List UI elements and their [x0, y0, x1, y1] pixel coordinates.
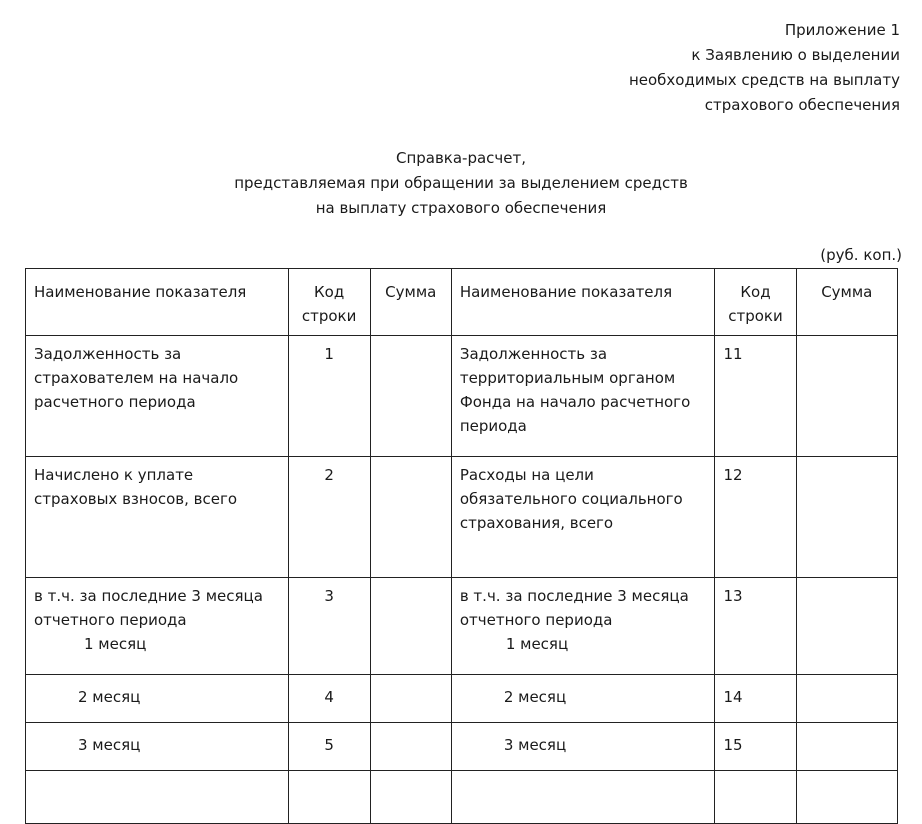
row-sum-left[interactable]	[370, 723, 451, 771]
row-sum-right[interactable]	[796, 675, 897, 723]
row-code-left: 4	[288, 675, 370, 723]
header-code-right	[715, 269, 796, 336]
header-code-left-line2: строки	[301, 307, 357, 325]
row-sub-right: 1 месяц	[505, 635, 569, 653]
row-sum-left[interactable]	[370, 336, 451, 457]
header-name-right: Наименование показателя	[451, 269, 715, 336]
title-line: на выплату страхового обеспечения	[315, 199, 607, 217]
row-sum-right[interactable]	[796, 771, 897, 824]
header-code-left-line1: Код	[314, 283, 345, 301]
table-row	[26, 675, 898, 723]
row-name-left	[26, 771, 289, 824]
row-name-right	[451, 771, 715, 824]
row-code-right: 11	[715, 336, 796, 457]
row-name-right: 2 месяц	[451, 675, 715, 723]
header-sum-right: Сумма	[796, 269, 897, 336]
row-sum-left[interactable]	[370, 675, 451, 723]
table-row-partial	[26, 771, 898, 824]
title-line: представляемая при обращении за выделением средств	[234, 174, 688, 192]
row-sum-right[interactable]	[796, 336, 897, 457]
header-sum-left: Сумма	[370, 269, 451, 336]
row-name-right: 3 месяц	[451, 723, 715, 771]
row-name-right: в т.ч. за последние 3 месяца отчетного периода	[459, 587, 689, 629]
row-code-left: 3	[288, 578, 370, 675]
table-header-row	[26, 269, 898, 336]
row-code-right: 12	[715, 457, 796, 578]
row-code-left: 5	[288, 723, 370, 771]
row-sum-left[interactable]	[370, 771, 451, 824]
row-sum-left[interactable]	[370, 457, 451, 578]
row-sum-right[interactable]	[796, 457, 897, 578]
row-code-right: 15	[715, 723, 796, 771]
row-name-left: 2 месяц	[26, 675, 289, 723]
row-sum-right[interactable]	[796, 723, 897, 771]
row-sum-left[interactable]	[370, 578, 451, 675]
appendix-line: необходимых средств на выплату	[628, 71, 900, 89]
row-name-left: Начислено к уплате страховых взносов, всего	[26, 457, 289, 578]
units-note: (руб. коп.)	[820, 246, 902, 264]
row-name-right: Задолженность за территориальным органом Фонда на начало расчетного периода	[451, 336, 715, 457]
appendix-line: к Заявлению о выделении	[691, 46, 900, 64]
row-code-right: 13	[715, 578, 796, 675]
row-sub-left: 1 месяц	[84, 635, 147, 653]
calculation-table	[25, 268, 898, 824]
header-code-left	[288, 269, 370, 336]
row-name-left: Задолженность за страхователем на начало расчетного периода	[26, 336, 289, 457]
header-code-right-line1: Код	[740, 283, 771, 301]
row-code-left: 1	[288, 336, 370, 457]
row-code-left: 2	[288, 457, 370, 578]
header-code-right-line2: строки	[728, 307, 783, 325]
table-row	[26, 457, 898, 578]
title-line: Справка-расчет,	[395, 149, 527, 167]
table-row	[26, 723, 898, 771]
row-sum-right[interactable]	[796, 578, 897, 675]
table-row	[26, 336, 898, 457]
appendix-line: страхового обеспечения	[704, 96, 900, 114]
row-code-right	[715, 771, 796, 824]
row-name-left: в т.ч. за последние 3 месяца отчетного периода	[34, 587, 263, 629]
row-name-right-cell	[451, 578, 715, 675]
table-row	[26, 578, 898, 675]
row-name-left-cell	[26, 578, 289, 675]
document-title	[0, 146, 922, 221]
appendix-line: Приложение 1	[784, 21, 900, 39]
row-name-right: Расходы на цели обязательного социального страхования, всего	[451, 457, 715, 578]
header-name-left: Наименование показателя	[26, 269, 289, 336]
appendix-header	[629, 18, 900, 118]
row-code-left	[288, 771, 370, 824]
row-name-left: 3 месяц	[26, 723, 289, 771]
row-code-right: 14	[715, 675, 796, 723]
